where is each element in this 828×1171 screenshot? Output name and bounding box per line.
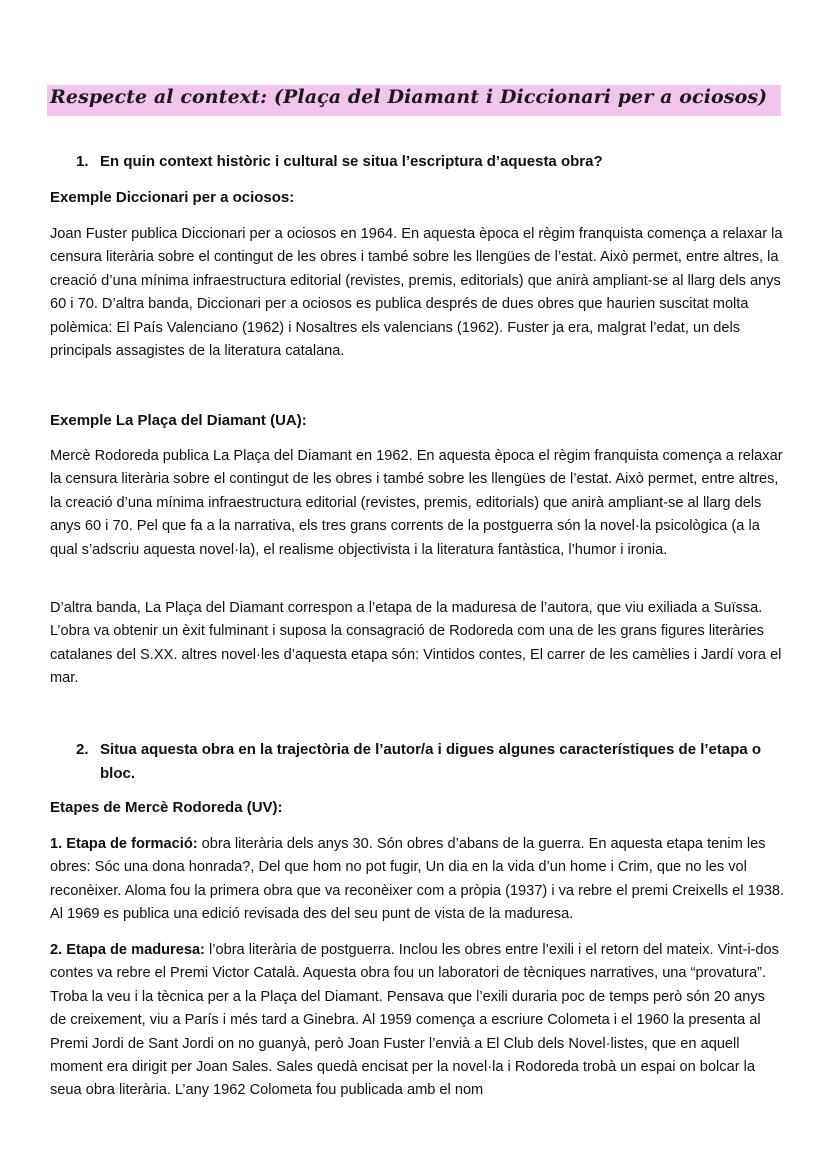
example-2-paragraph-1: Mercè Rodoreda publica La Plaça del Diamant en 1962. En aquesta època el règim franquista comença a relaxar la censura literària sobre el contingut de les obres i també sobre les llengües de l’estat. Això permet, entre altres, la creació d’una mínima infraestructura editorial (revistes, premis, editorials) que anirà ampliant-se al llarg dels anys 60 i 70. Pel que fa a la narrativa, els tres grans corrents de la postguerra són la novel·la psicològica (a la qual s’adscriu aquesta novel·la), el realisme objectivista i la literatura fantàstica, l’humor i ironia. — [50, 448, 783, 558]
question-2-number: 2. — [76, 741, 89, 758]
stage-2-label: 2. Etapa de maduresa: — [50, 942, 205, 958]
stage-1-paragraph — [50, 833, 785, 927]
example-1-heading: Exemple Diccionari per a ociosos: — [50, 189, 295, 206]
stage-1-text: obra literària dels anys 30. Són obres d’abans de la guerra. En aquesta etapa tenim les obres: Sóc una dona honrada?, Del que hom no pot fugir, Un dia en la vida d’un home i Crim, que no les vol reconèixer. Aloma fou la primera obra que va reconèixer com a pròpia (1937) i va rebre el premi Creixells el 1938. Al 1969 es publica una edició revisada des del seu punt de vista de la maduresa. — [50, 836, 785, 923]
question-2-text: Situa aquesta obra en la trajectòria de l’autor/a i digues algunes característiques de l’etapa o bloc. — [100, 741, 762, 782]
example-2-heading: Exemple La Plaça del Diamant (UA): — [50, 412, 307, 429]
stage-2-paragraph — [50, 939, 785, 1103]
example-2-paragraph-2: D’altra banda, La Plaça del Diamant correspon a l’etapa de la maduresa de l’autora, que viu exiliada a Suïssa. L’obra va obtenir un èxit fulminant i suposa la consagració de Rodoreda com una de les grans figures literàries catalanes del S.XX. altres novel·les d’aquesta etapa són: Vintidos contes, El carrer de les camèlies i Jardí vora el mar. — [50, 600, 782, 687]
stage-1-label: 1. Etapa de formació: — [50, 836, 198, 852]
question-1-number: 1. — [76, 153, 89, 170]
page-title: Respecte al context: (Plaça del Diamant i Diccionari per a ociosos) — [50, 86, 768, 108]
question-1-text: En quin context històric i cultural se situa l’escriptura d’aquesta obra? — [100, 153, 603, 170]
stages-heading: Etapes de Mercè Rodoreda (UV): — [50, 799, 283, 816]
example-1-paragraph: Joan Fuster publica Diccionari per a ociosos en 1964. En aquesta època el règim franquista comença a relaxar la censura literària sobre el contingut de les obres i també sobre les llengües de l’estat. Això permet, entre altres, la creació d’una mínima infraestructura editorial (revistes, premis, editorials) que anirà ampliant-se al llarg dels anys 60 i 70. D’altra banda, Diccionari per a ociosos es publica després de dues obres que haurien suscitat molta polèmica: El País Valenciano (1962) i Nosaltres els valencians (1962). Fuster ja era, malgrat l’edat, un dels principals assagistes de la literatura catalana. — [50, 226, 783, 360]
stage-2-text: l’obra literària de postguerra. Inclou les obres entre l’exili i el retorn del mateix. Vint-i-dos contes va rebre el Premi Victor Català. Aquesta obra fou un laboratori de tècniques narratives, una “provatura”. Troba la veu i la tècnica per a la Plaça del Diamant. Pensava que l’exili duraria poc de temps però són 20 anys de creixement, viu a París i més tard a Ginebra. Al 1959 comença a escriure Colometa i el 1960 la presenta al Premi Jordi de Sant Jordi on no guanyà, però Joan Fuster l’envià a El Club dels Novel·listes, que en aquell moment era dirigit per Joan Sales. Sales quedà encisat per la novel·la i Rodoreda trobà un espai on bolcar la seua obra literària. L’any 1962 Colometa fou publicada amb el nom — [50, 942, 779, 1099]
